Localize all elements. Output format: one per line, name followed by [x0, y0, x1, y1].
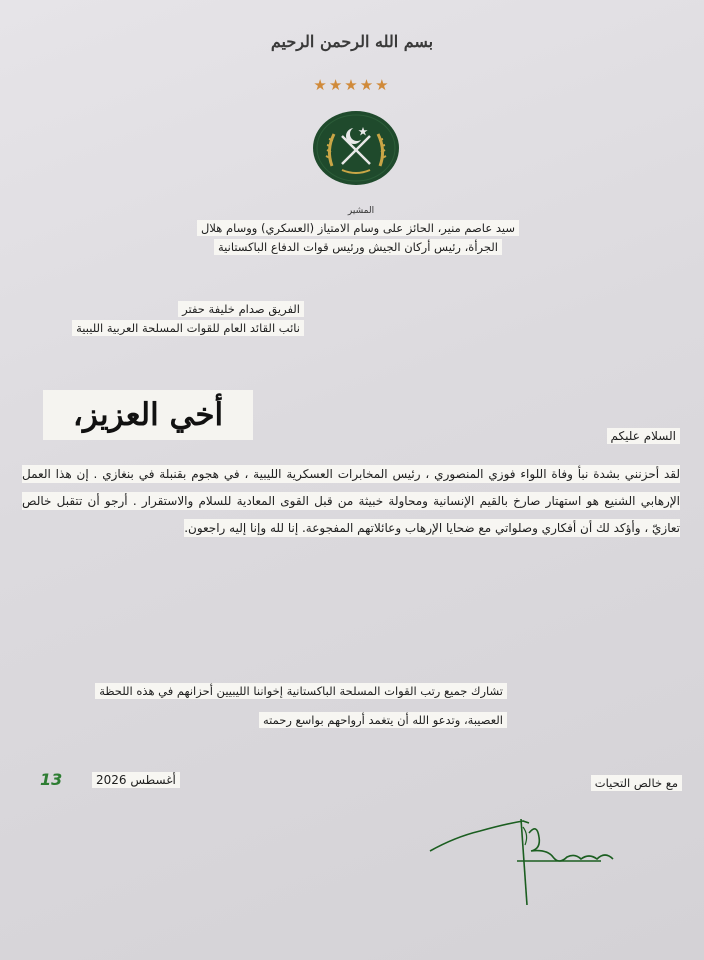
recipient-name: الفريق صدام خليفة حفتر	[178, 302, 304, 316]
rank-stars: ★★★★★	[313, 76, 391, 94]
sender-rank: المشير	[347, 206, 375, 216]
letter-body: لقد أحزنني بشدة نبأ وفاة اللواء فوزي المنصوري ، رئيس المخابرات العسكرية الليبية ، في هجوم بقنبلة في بنغازي . إن هذا العمل الإرهابي الشنيع هو استهتار صارخ بالقيم الإنسانية ومحاولة خبيثة من قبل القوى المعادية للسلام والاستقرار . أرجو أن تتقبل خالص تعازيّ ، وأؤكد لك أن أفكاري وصلواتي مع ضحايا الإرهاب وعائلاتهم المفجوعة. إنا لله وإنا إليه راجعون.	[22, 467, 680, 535]
sender-title-line: الجرأة، رئيس أركان الجيش ورئيس قوات الدفاع الباكستانية	[0, 240, 704, 254]
closing-line: تشارك جميع رتب القوات المسلحة الباكستانية إخواننا الليبيين أحزانهم في هذه اللحظة	[95, 684, 507, 698]
army-emblem	[312, 110, 400, 186]
closing-line: العصيبة، وتدعو الله أن يتغمد أرواحهم بواسع رحمته	[259, 713, 507, 727]
signature	[425, 815, 645, 910]
recipient-title: نائب القائد العام للقوات المسلحة العربية الليبية	[72, 321, 304, 335]
handwritten-signature-icon	[425, 815, 645, 910]
sender-name-line: سيد عاصم منير، الحائز على وسام الامتياز (العسكري) ووسام هلال	[0, 221, 704, 235]
bismillah-calligraphy: بسم الله الرحمن الرحيم	[270, 32, 434, 51]
greeting: السلام عليكم	[607, 429, 680, 443]
date-month-year: أغسطس 2026	[92, 773, 180, 787]
date-day: 13	[40, 770, 63, 789]
regards: مع خالص التحيات	[591, 776, 682, 790]
crescent-star-crossed-swords-icon	[312, 110, 400, 186]
salutation-heading: أخي العزيز،	[43, 390, 253, 440]
